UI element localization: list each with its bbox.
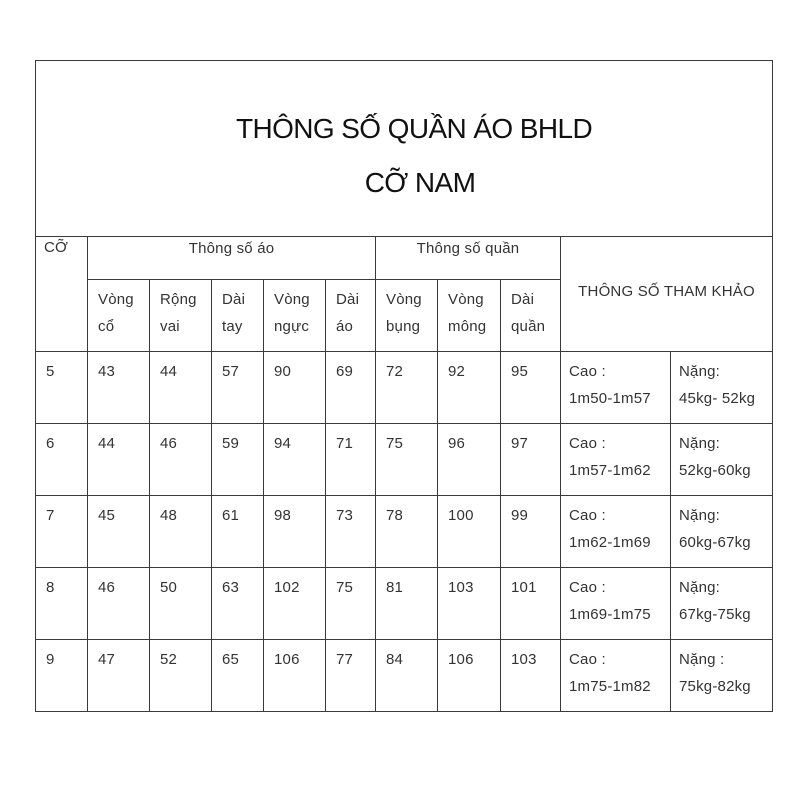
hip-value: 96 — [448, 435, 466, 452]
pants-length-value-cell — [501, 352, 561, 424]
column-header-line1: Vòng — [98, 291, 134, 308]
size-value: 5 — [46, 363, 55, 380]
weight-label: Nặng : — [679, 651, 725, 668]
pants-length-value-cell — [501, 568, 561, 640]
column-header-line2: cổ — [98, 318, 115, 335]
pants-group-header: Thông số quần — [416, 240, 520, 257]
shirt-length-value: 75 — [336, 579, 354, 596]
shirt-length-value: 77 — [336, 651, 354, 668]
weight-reference — [671, 424, 772, 484]
chest-value-cell — [264, 568, 326, 640]
hip-value: 100 — [448, 507, 474, 524]
height-range: 1m69-1m75 — [569, 606, 651, 623]
size-header: CỠ — [44, 239, 69, 256]
size-value-cell — [36, 424, 88, 496]
shoulder-value: 50 — [160, 579, 178, 596]
chest-value-cell — [264, 352, 326, 424]
height-reference-cell — [561, 352, 671, 424]
height-label: Cao : — [569, 435, 606, 452]
column-header-line1: Dài — [336, 291, 360, 308]
chest-value: 106 — [274, 651, 300, 668]
collar-value: 45 — [98, 507, 116, 524]
column-header-chest — [264, 280, 326, 352]
weight-reference — [671, 568, 772, 628]
chart-subtitle: CỠ NAM — [364, 167, 476, 198]
height-reference-cell — [561, 640, 671, 712]
chest-value: 90 — [274, 363, 292, 380]
weight-range: 67kg-75kg — [679, 606, 751, 623]
height-reference — [561, 568, 670, 628]
shirt-length-value: 73 — [336, 507, 354, 524]
sleeve-value-cell — [212, 568, 264, 640]
table-row — [36, 496, 773, 568]
weight-range: 45kg- 52kg — [679, 390, 756, 407]
column-header-pants-length — [501, 280, 561, 352]
height-reference-cell — [561, 568, 671, 640]
column-header-label — [326, 280, 375, 340]
height-reference — [561, 352, 670, 412]
size-value-cell — [36, 568, 88, 640]
shoulder-value: 44 — [160, 363, 178, 380]
pants-length-value-cell — [501, 496, 561, 568]
column-header-line2: bụng — [386, 318, 421, 335]
pants-group-cell — [376, 237, 561, 280]
collar-value-cell — [88, 496, 150, 568]
waist-value: 78 — [386, 507, 404, 524]
collar-value: 46 — [98, 579, 116, 596]
weight-reference — [671, 352, 772, 412]
collar-value: 44 — [98, 435, 116, 452]
pants-length-value: 99 — [511, 507, 529, 524]
pants-length-value: 97 — [511, 435, 529, 452]
weight-label: Nặng: — [679, 363, 721, 380]
shirt-length-value-cell — [326, 424, 376, 496]
sleeve-value: 63 — [222, 579, 240, 596]
waist-value: 84 — [386, 651, 404, 668]
weight-label: Nặng: — [679, 579, 721, 596]
hip-value-cell — [438, 640, 501, 712]
shoulder-value-cell — [150, 640, 212, 712]
column-header-shoulder — [150, 280, 212, 352]
hip-value: 103 — [448, 579, 474, 596]
hip-value-cell — [438, 424, 501, 496]
size-chart-sheet — [35, 60, 772, 710]
shoulder-value-cell — [150, 496, 212, 568]
sleeve-value-cell — [212, 640, 264, 712]
chart-title: THÔNG SỐ QUẦN ÁO BHLD — [235, 113, 593, 144]
waist-value-cell — [376, 424, 438, 496]
size-header-cell — [36, 237, 88, 352]
shoulder-value: 52 — [160, 651, 178, 668]
column-header-label — [264, 280, 325, 340]
column-header-label — [438, 280, 500, 340]
weight-reference-cell — [671, 352, 773, 424]
weight-reference-cell — [671, 640, 773, 712]
column-header-line1: Rộng — [160, 291, 197, 308]
size-value: 8 — [46, 579, 55, 596]
sleeve-value: 57 — [222, 363, 240, 380]
height-reference — [561, 424, 670, 484]
size-value: 6 — [46, 435, 55, 452]
waist-value-cell — [376, 640, 438, 712]
column-header-label — [88, 280, 149, 340]
hip-value: 106 — [448, 651, 474, 668]
title-cell — [36, 61, 773, 237]
hip-value: 92 — [448, 363, 466, 380]
pants-length-value: 101 — [511, 579, 537, 596]
chest-value-cell — [264, 640, 326, 712]
height-range: 1m50-1m57 — [569, 390, 651, 407]
sleeve-value-cell — [212, 496, 264, 568]
column-header-line2: ngực — [274, 318, 310, 335]
size-value-cell — [36, 640, 88, 712]
column-header-shirt-length — [326, 280, 376, 352]
chest-value: 94 — [274, 435, 292, 452]
collar-value-cell — [88, 640, 150, 712]
size-value: 7 — [46, 507, 55, 524]
shirt-group-header: Thông số áo — [188, 240, 275, 257]
sleeve-value: 65 — [222, 651, 240, 668]
chest-value: 102 — [274, 579, 300, 596]
shirt-length-value: 69 — [336, 363, 354, 380]
chest-value-cell — [264, 496, 326, 568]
waist-value-cell — [376, 352, 438, 424]
shoulder-value-cell — [150, 568, 212, 640]
shoulder-value: 46 — [160, 435, 178, 452]
column-header-line2: vai — [160, 318, 180, 335]
sleeve-value-cell — [212, 352, 264, 424]
height-label: Cao : — [569, 363, 606, 380]
column-header-line2: quần — [511, 318, 546, 335]
shirt-length-value-cell — [326, 496, 376, 568]
hip-value-cell — [438, 496, 501, 568]
shirt-group-cell — [88, 237, 376, 280]
collar-value-cell — [88, 568, 150, 640]
table-row — [36, 424, 773, 496]
sleeve-value: 59 — [222, 435, 240, 452]
collar-value: 43 — [98, 363, 116, 380]
shoulder-value: 48 — [160, 507, 178, 524]
hip-value-cell — [438, 568, 501, 640]
column-header-waist — [376, 280, 438, 352]
size-value-cell — [36, 352, 88, 424]
weight-range: 60kg-67kg — [679, 534, 751, 551]
chest-value-cell — [264, 424, 326, 496]
column-header-collar — [88, 280, 150, 352]
waist-value: 75 — [386, 435, 404, 452]
height-reference — [561, 496, 670, 556]
height-range: 1m75-1m82 — [569, 678, 651, 695]
column-header-line1: Dài — [222, 291, 246, 308]
title-row — [36, 61, 773, 237]
weight-range: 52kg-60kg — [679, 462, 751, 479]
column-header-label — [150, 280, 211, 340]
height-reference — [561, 640, 670, 700]
weight-label: Nặng: — [679, 435, 721, 452]
column-header-line2: tay — [222, 318, 243, 335]
collar-value: 47 — [98, 651, 116, 668]
reference-group-header: THÔNG SỐ THAM KHẢO — [578, 283, 755, 300]
pants-length-value-cell — [501, 424, 561, 496]
collar-value-cell — [88, 352, 150, 424]
column-header-hip — [438, 280, 501, 352]
weight-reference — [671, 496, 772, 556]
pants-length-value: 103 — [511, 651, 537, 668]
column-header-line1: Dài — [511, 291, 535, 308]
height-range: 1m57-1m62 — [569, 462, 651, 479]
column-header-sleeve — [212, 280, 264, 352]
weight-reference-cell — [671, 496, 773, 568]
size-value-cell — [36, 496, 88, 568]
weight-label: Nặng: — [679, 507, 721, 524]
height-label: Cao : — [569, 651, 606, 668]
column-header-label — [376, 280, 437, 340]
shoulder-value-cell — [150, 424, 212, 496]
table-row — [36, 568, 773, 640]
pants-length-value: 95 — [511, 363, 529, 380]
sleeve-value-cell — [212, 424, 264, 496]
hip-value-cell — [438, 352, 501, 424]
sleeve-value: 61 — [222, 507, 240, 524]
shirt-length-value: 71 — [336, 435, 354, 452]
column-header-line1: Vòng — [386, 291, 422, 308]
height-range: 1m62-1m69 — [569, 534, 651, 551]
height-label: Cao : — [569, 507, 606, 524]
waist-value: 81 — [386, 579, 404, 596]
shirt-length-value-cell — [326, 568, 376, 640]
waist-value: 72 — [386, 363, 404, 380]
weight-range: 75kg-82kg — [679, 678, 751, 695]
weight-reference — [671, 640, 772, 700]
pants-length-value-cell — [501, 640, 561, 712]
table-row — [36, 640, 773, 712]
size-value: 9 — [46, 651, 55, 668]
shoulder-value-cell — [150, 352, 212, 424]
column-header-line2: áo — [336, 318, 354, 335]
table-row — [36, 352, 773, 424]
collar-value-cell — [88, 424, 150, 496]
weight-reference-cell — [671, 424, 773, 496]
shirt-length-value-cell — [326, 640, 376, 712]
column-header-label — [212, 280, 263, 340]
height-reference-cell — [561, 496, 671, 568]
reference-group-cell — [561, 237, 773, 352]
waist-value-cell — [376, 496, 438, 568]
shirt-length-value-cell — [326, 352, 376, 424]
height-label: Cao : — [569, 579, 606, 596]
column-header-line1: Vòng — [448, 291, 484, 308]
group-header-row — [36, 237, 773, 280]
size-table — [35, 60, 773, 712]
waist-value-cell — [376, 568, 438, 640]
column-header-line1: Vòng — [274, 291, 310, 308]
chest-value: 98 — [274, 507, 292, 524]
height-reference-cell — [561, 424, 671, 496]
weight-reference-cell — [671, 568, 773, 640]
column-header-line2: mông — [448, 318, 487, 335]
column-header-label — [501, 280, 560, 340]
